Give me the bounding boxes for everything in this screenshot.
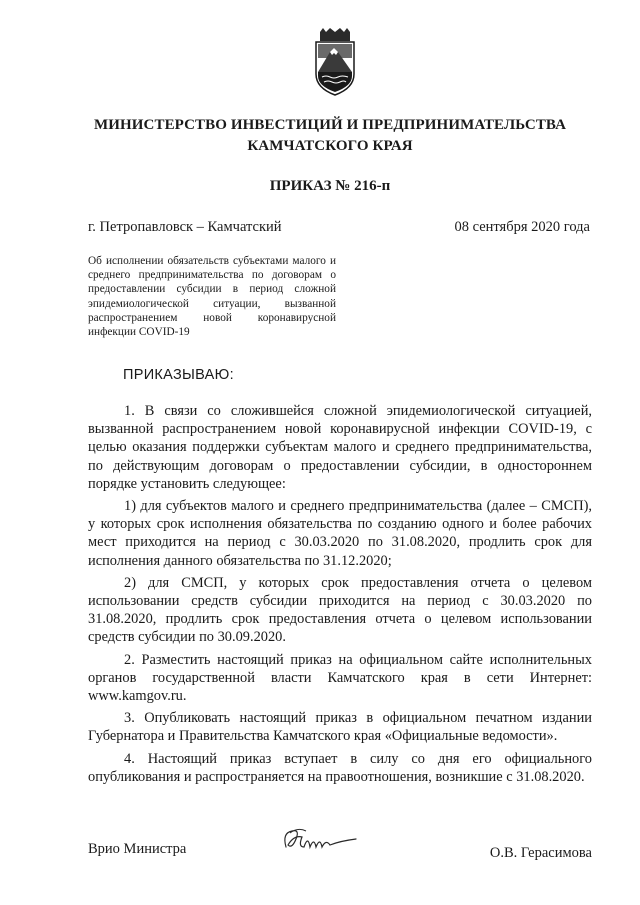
order-paragraph: 1) для субъектов малого и среднего предпринимательства (далее – СМСП), у которых срок исполнения обязательства по созданию одного и более рабочих мест приходится на период с 30.03.2020 по 31.08.2020, продлить срок для исполнения данного обязательства по 31.12.2020; bbox=[88, 498, 592, 569]
order-paragraph: 3. Опубликовать настоящий приказ в официальном печатном издании Губернатора и Правительства Камчатского края «Официальные ведомости». bbox=[88, 710, 592, 745]
ministry-name bbox=[60, 115, 600, 157]
order-title: ПРИКАЗ № 216-п bbox=[269, 178, 391, 194]
order-subject: Об исполнении обязательств субъектами малого и среднего предпринимательства по договорам о предоставлении субсидии в период сложной эпидемиологической ситуации, вызванной распространением новой коронавирусной инфекции COVID-19 bbox=[88, 255, 336, 339]
order-paragraph: 4. Настоящий приказ вступает в силу со дня его официального опубликования и распространяется на правоотношения, возникшие с 31.08.2020. bbox=[88, 750, 592, 785]
issue-city: г. Петропавловск – Камчатский bbox=[88, 219, 282, 235]
ministry-name-line2: КАМЧАТСКОГО КРАЯ bbox=[247, 138, 413, 154]
issue-date: 08 сентября 2020 года bbox=[454, 219, 590, 235]
ministry-name-line1: МИНИСТЕРСТВО ИНВЕСТИЦИЙ И ПРЕДПРИНИМАТЕЛЬСТВА bbox=[93, 117, 567, 133]
signatory-title: Врио Министра bbox=[88, 841, 187, 857]
signature-block bbox=[88, 825, 592, 865]
order-paragraph: 2) для СМСП, у которых срок предоставления отчета о целевом использовании средств субсидии приходится на период с 30.03.2020 по 31.08.2020, продлить срок предоставления отчета о целевом использовании средств субсидии по 30.09.2020. bbox=[88, 574, 592, 646]
kamchatka-coat-of-arms-icon bbox=[310, 28, 360, 98]
order-paragraph: 2. Разместить настоящий приказ на официальном сайте исполнительных органов государственной власти Камчатского края в сети Интернет: www.kamgov.ru. bbox=[88, 651, 592, 705]
handwritten-signature bbox=[280, 825, 360, 857]
order-directive: ПРИКАЗЫВАЮ: bbox=[123, 367, 234, 383]
order-body bbox=[88, 402, 592, 790]
signatory-name: О.В. Герасимова bbox=[489, 845, 592, 861]
order-paragraph: 1. В связи со сложившейся сложной эпидемиологической ситуацией, вызванной распространением новой коронавирусной инфекции COVID-19, с целью оказания поддержки субъектам малого и среднего предпринимательства, по действующим договорам о предоставлении субсидии, в одностороннем порядке установить следующее: bbox=[88, 403, 592, 492]
